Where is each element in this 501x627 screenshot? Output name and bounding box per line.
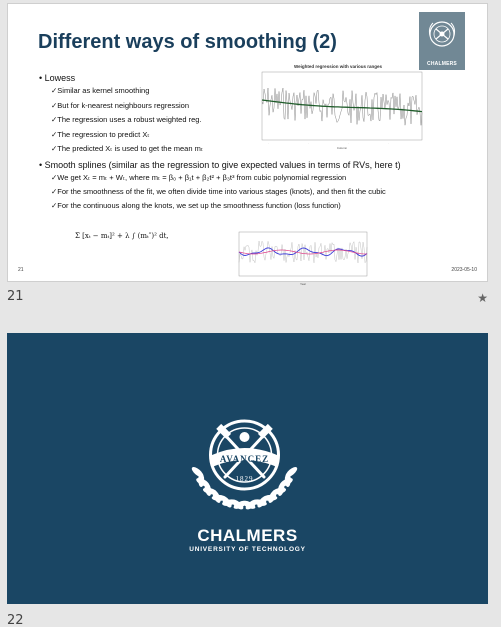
sub-bullet: ✓The predicted Xₜ is used to get the mean mₜ [51, 144, 204, 153]
sub-bullet: ✓For the continuous along the knots, we set up the smoothness function (loss function) [51, 200, 341, 210]
chalmers-seal-icon [173, 383, 316, 526]
chalmers-seal-icon [419, 12, 465, 58]
slide-number-label: 21 [7, 289, 24, 304]
sub-bullet: ✓We get Xₜ = mₜ + Wₜ, where mₜ = β₀ + β₁t + β₂t² + β₃t³ from cubic polynomial regression [51, 172, 347, 182]
star-icon[interactable]: ★ [477, 291, 488, 305]
logo-wordmark: CHALMERS [427, 61, 457, 67]
x-tick: · [268, 142, 269, 145]
laurel-leaf [198, 473, 204, 487]
spline-x-label: Year [299, 282, 307, 286]
lowess-chart [248, 62, 428, 152]
spline-chart [229, 230, 369, 288]
sub-bullet: ✓The regression to predict Xₜ [51, 129, 150, 139]
lowess-chart-title: Weighted regression with various ranges [294, 64, 382, 69]
seal-motto: AVANCEZ [219, 454, 270, 464]
slide-thumbnail-22[interactable] [7, 333, 488, 604]
footer-date: 2023-05-10 [451, 267, 477, 273]
loss-formula: Σ [xₜ − mₜ]² + λ ∫ (mₜ″)² dt, [75, 232, 169, 240]
sub-bullet: ✓But for k-nearest neighbours regression [51, 100, 190, 110]
slide-title: Different ways of smoothing (2) [38, 31, 337, 53]
x-tick: · [348, 142, 349, 145]
sub-bullet: ✓For the smoothness of the fit, we often divide time into various stages (knots), and then fit the cubic [51, 186, 386, 196]
brand-name: CHALMERS [197, 526, 298, 545]
lowess-axis-ticks [268, 142, 389, 145]
x-tick: · [308, 142, 309, 145]
brand-subtitle: UNIVERSITY OF TECHNOLOGY [189, 546, 306, 553]
sub-bullet: ✓The regression uses a robust weighted reg. [51, 115, 202, 124]
spline-raw-series [239, 241, 367, 263]
bullet-lowess: • Lowess [39, 73, 76, 83]
seal-year: 1829 [235, 475, 254, 483]
slide-number-label: 22 [7, 613, 24, 627]
lowess-x-label: Column [336, 146, 348, 150]
x-tick: · [388, 142, 389, 145]
slide-thumbnail-21[interactable] [7, 3, 488, 286]
sub-bullet: ✓Similar as kernel smoothing [51, 86, 150, 95]
laurel-leaf [263, 495, 277, 501]
bullet-smooth-splines: • Smooth splines (similar as the regression to give expected values in terms of RVs, here t) [39, 159, 401, 170]
footer-slide-number: 21 [18, 267, 24, 273]
